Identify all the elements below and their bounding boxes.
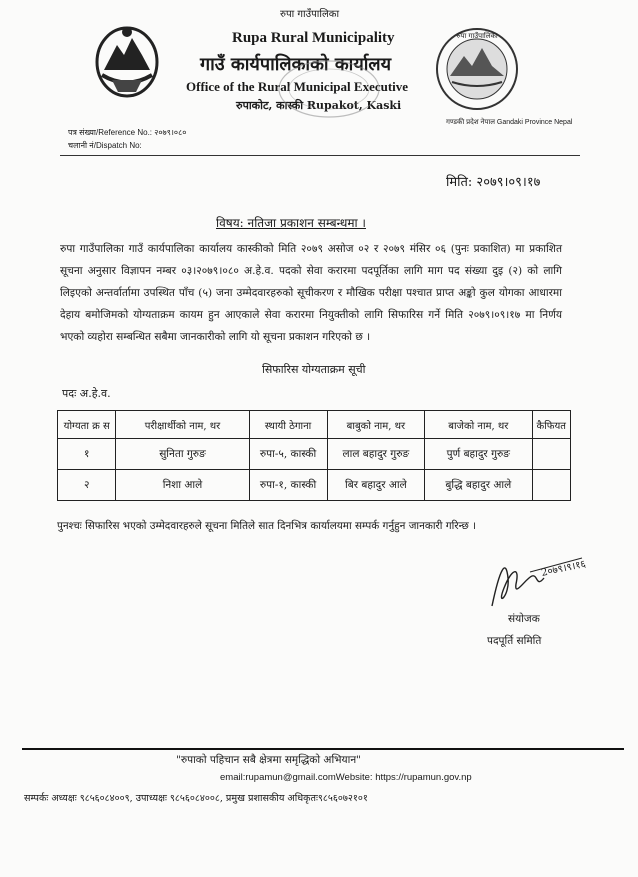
dispatch-number: चलानी नं/Dispatch No: xyxy=(68,141,142,150)
province-label: गण्डकी प्रदेश नेपाल Gandaki Province Nepal xyxy=(446,119,573,126)
municipality-name: Rupa Rural Municipality xyxy=(232,30,395,46)
signatory-committee: पदपूर्ति समिति xyxy=(487,635,542,647)
cell-father-name: बिर बहादुर आले xyxy=(327,470,425,501)
col-rank: योग्यता क्र स xyxy=(58,411,116,439)
cell-remarks xyxy=(532,470,570,501)
header-divider xyxy=(60,155,580,156)
cell-candidate-name: निशा आले xyxy=(116,470,249,501)
table-row xyxy=(58,439,571,470)
logo-text: रुपा गाउँपालिका xyxy=(456,32,498,40)
letter-subject: विषय: नतिजा प्रकाशन सम्बन्धमा । xyxy=(216,216,366,230)
reference-number: पत्र संख्या/Reference No.: २०७९।०८० xyxy=(68,128,187,137)
cell-rank: २ xyxy=(58,470,116,501)
footer-divider xyxy=(22,748,624,750)
col-remarks: कैफियत xyxy=(532,411,570,439)
letter-date: मिति: २०७९।०९।१७ xyxy=(446,175,541,190)
table-row xyxy=(58,470,571,501)
cell-candidate-name: सुनिता गुरुङ xyxy=(116,439,249,470)
municipality-logo xyxy=(434,26,520,112)
nepal-emblem-logo xyxy=(92,20,162,100)
cell-address: रुपा-१, कास्की xyxy=(249,470,327,501)
footer-slogan: "रुपाको पहिचान सबै क्षेत्रमा समृद्धिको अभियान" xyxy=(176,754,362,766)
list-title: सिफारिस योग्यताक्रम सूची xyxy=(262,363,366,376)
cell-remarks xyxy=(532,439,570,470)
cell-rank: १ xyxy=(58,439,116,470)
handwritten-signature xyxy=(486,548,596,618)
footer-contacts: सम्पर्कः अध्यक्षः ९८५६०८४००९, उपाध्यक्षः ९८५६०८४००८, प्रमुख प्रशासकीय अधिकृतः९८५६०७२१०१ xyxy=(24,793,368,804)
col-father-name: बाबुको नाम, थर xyxy=(327,411,425,439)
postscript-note: पुनश्चः सिफारिस भएको उम्मेदवारहरुले सूचना मितिले सात दिनभित्र कार्यालयमा सम्पर्क गर्नुहुन जानकारी गरिन्छ । xyxy=(57,520,477,532)
cell-father-name: लाल बहादुर गुरुङ xyxy=(327,439,425,470)
office-name-nepali: गाउँ कार्यपालिकाको कार्यालय xyxy=(200,54,392,75)
cell-grandfather-name: बुद्धि बहादुर आले xyxy=(425,470,532,501)
signatory-role: संयोजक xyxy=(508,613,540,625)
post-label: पदः अ.हे.व. xyxy=(62,387,111,400)
cell-address: रुपा-५, कास्की xyxy=(249,439,327,470)
table-header-row xyxy=(58,411,571,439)
letter-body: रुपा गाउँपालिका गाउँ कार्यपालिका कार्यालय कास्कीको मिति २०७९ असोज ०२ र २०७९ मंसिर ०६ (पुनः प्रकाशित) मा प्रकाशित सूचना अनुसार विज्ञापन नम्बर ०३।२०७९।०८० अ.हे.व. पदको सेवा करारमा पदपूर्तिका लागि माग पद संख्या दुइ (२) को लागि लिइएको अन्तर्वार्तामा उपस्थित पाँच (५) जना उम्मेदवारहरुको सूचीकरण र मौखिक परीक्षा पश्चात प्राप्त अङ्को कुल योगका आधारमा देहाय बमोजिमको योग्यताक्रम कायम हुन आएकाले सेवा करारमा नियुक्तीको लागि सिफारिस गर्ने मिति २०७९।०९।१७ मा निर्णय भएको व्यहोरा सम्बन्धित सबैमा जानकारीको लागि यो सूचना प्रकाशन गरिएको छ । xyxy=(60,243,562,343)
col-grandfather-name: बाजेको नाम, थर xyxy=(425,411,532,439)
col-candidate-name: परीक्षार्थीको नाम, थर xyxy=(116,411,249,439)
office-address: रुपाकोट, कास्की Rupakot, Kaski xyxy=(236,99,402,112)
results-table xyxy=(57,410,571,501)
cell-grandfather-name: पुर्ण बहादुर गुरुङ xyxy=(425,439,532,470)
office-name-english: Office of the Rural Municipal Executive xyxy=(186,79,409,94)
svg-text:2०७९।९।१६: 2०७९।९।१६ xyxy=(540,558,587,579)
footer-email-website: email:rupamun@gmail.comWebsite: https://rupamun.gov.np xyxy=(220,772,472,783)
office-stamp xyxy=(274,56,384,122)
col-address: स्थायी ठेगाना xyxy=(249,411,327,439)
top-heading: रुपा गाउँपालिका xyxy=(280,9,340,20)
